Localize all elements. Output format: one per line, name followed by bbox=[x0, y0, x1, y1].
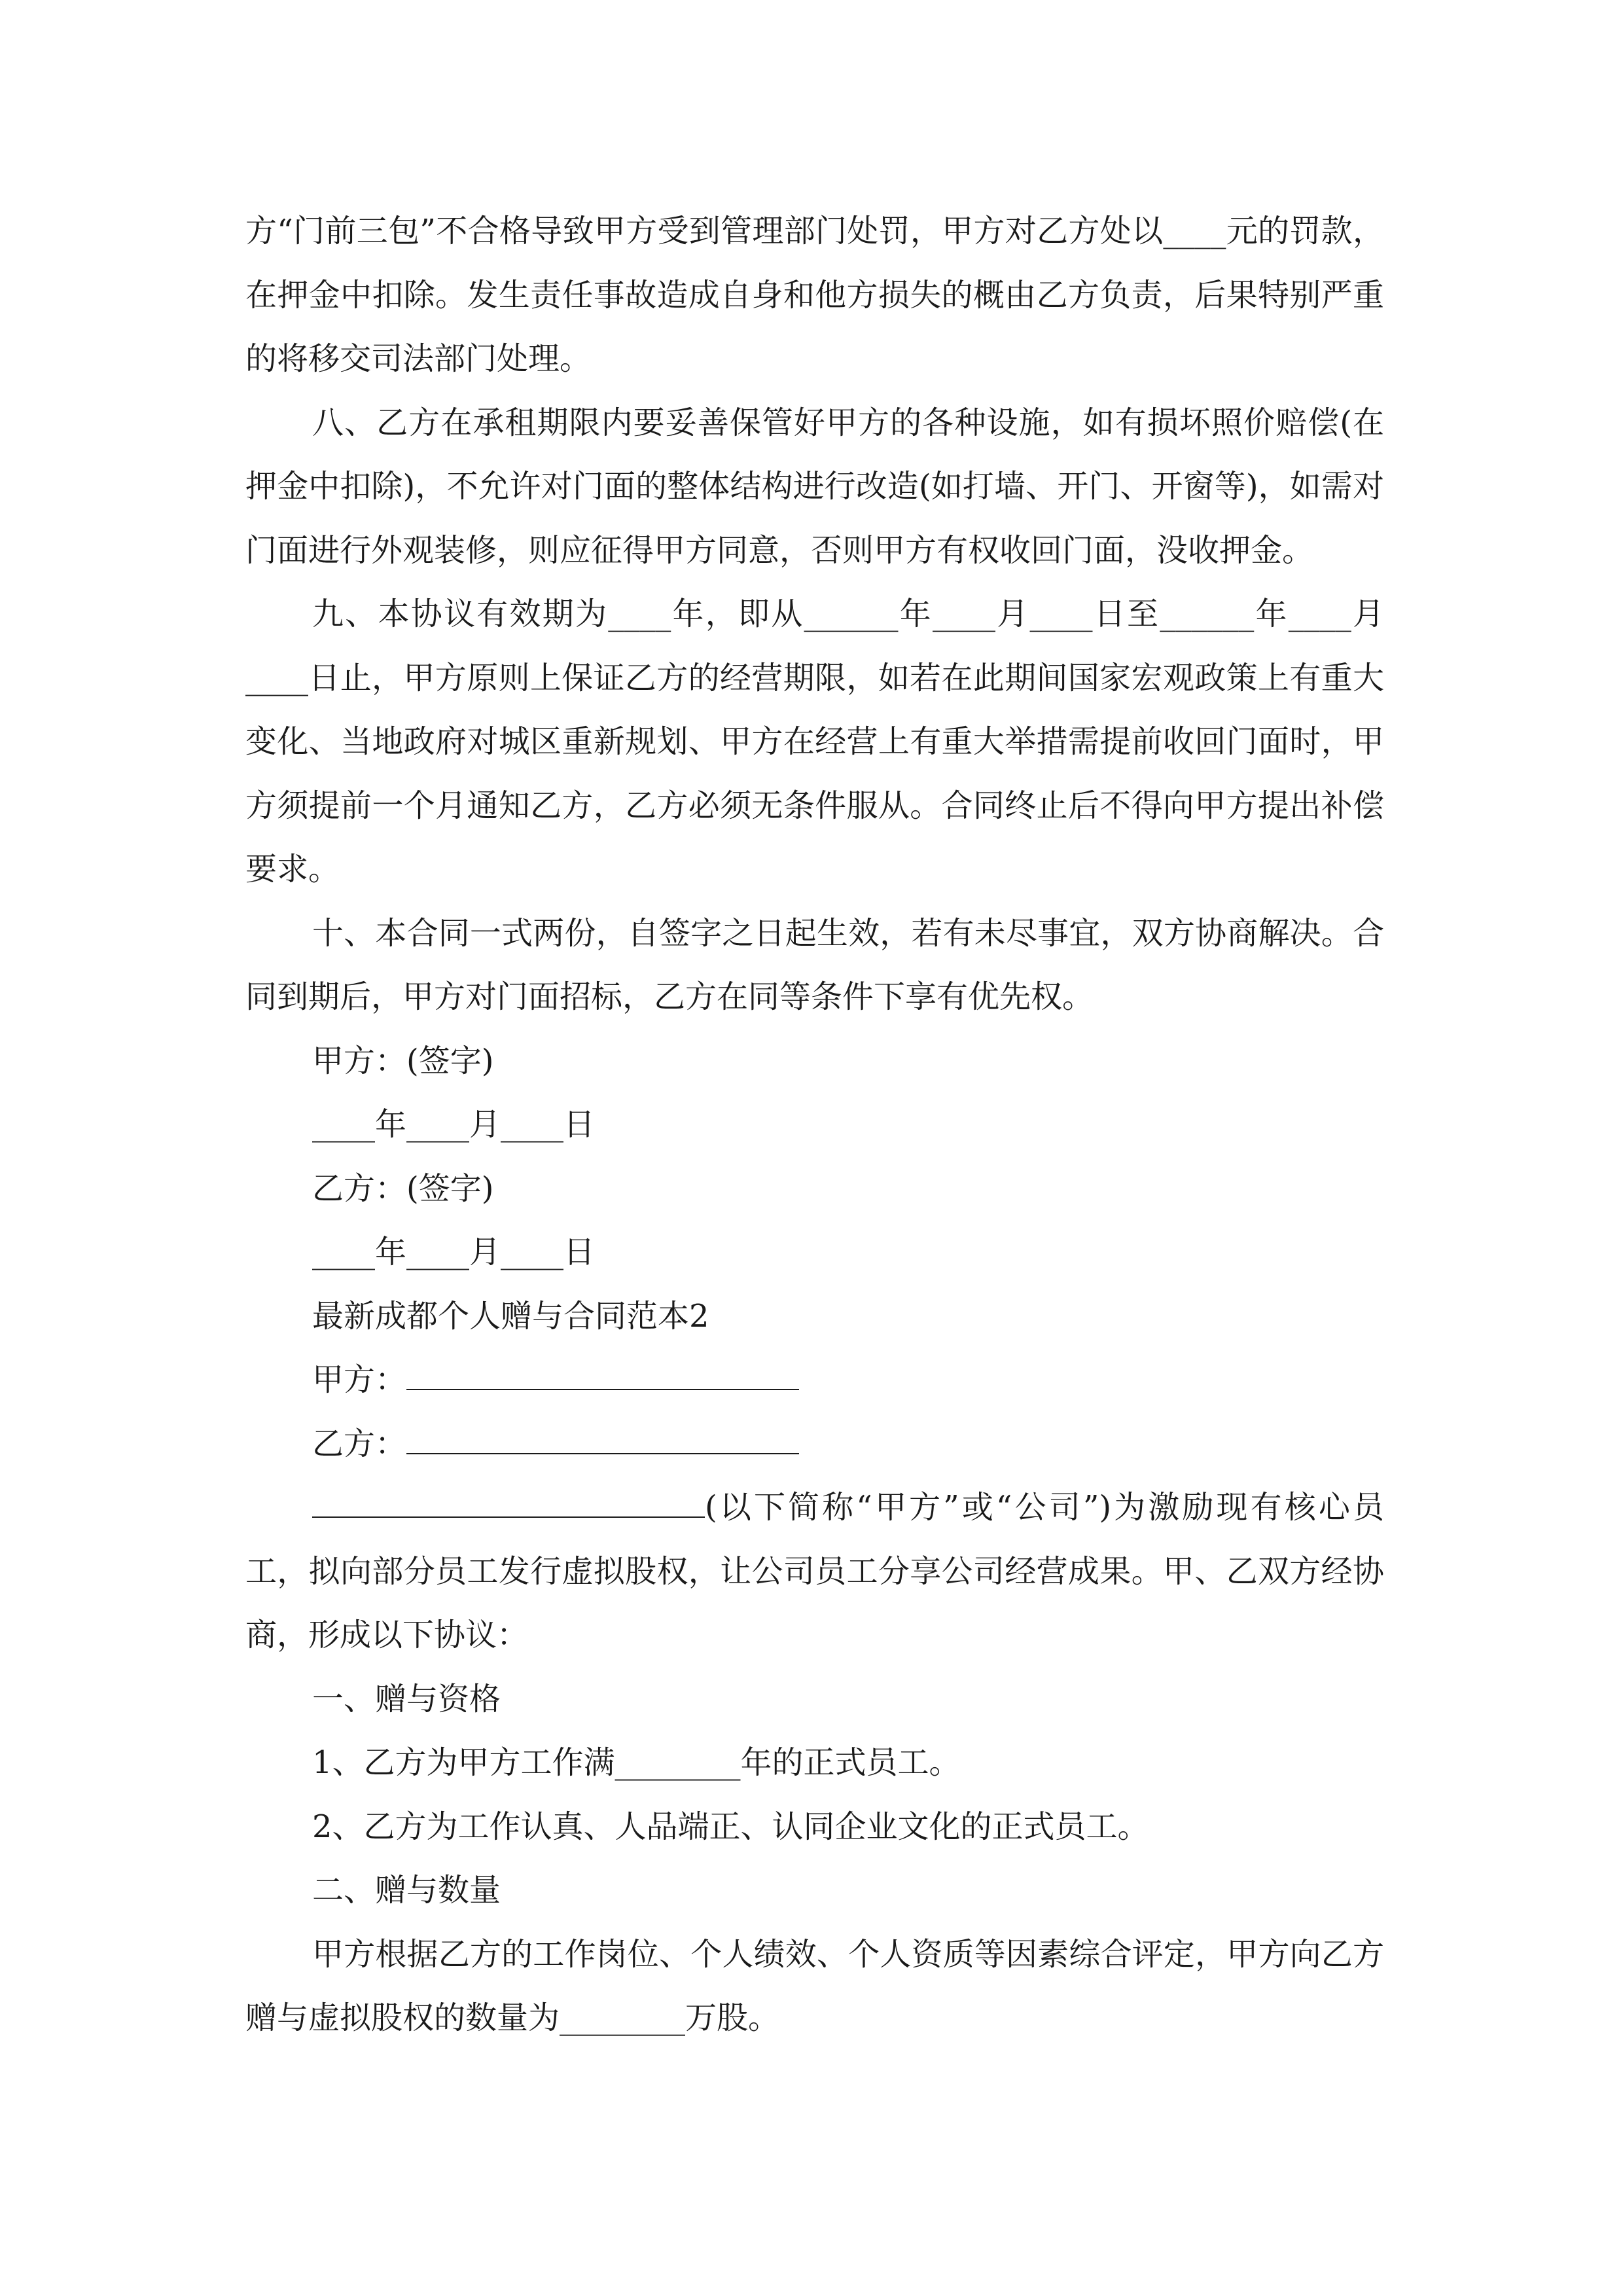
section-heading-eligibility: 一、赠与资格 bbox=[312, 1680, 501, 1717]
party-b-blank bbox=[406, 1427, 799, 1454]
eligibility-item-1: 1、乙方为甲方工作满________年的正式员工。 bbox=[312, 1744, 961, 1781]
section-heading-quantity: 二、赠与数量 bbox=[312, 1872, 501, 1909]
signature-party-a: 甲方：(签字) bbox=[312, 1042, 494, 1079]
intro-text: (以下简称“甲方”或“公司”)为激励现有核心员工，拟向部分员工发行虚拟股权，让公司员工分享公司经营成果。甲、乙双方经协商，形成以下协议： bbox=[245, 1489, 1384, 1653]
document-body bbox=[245, 200, 1384, 2051]
paragraph-penalty-continuation: 方“门前三包”不合格导致甲方受到管理部门处罚，甲方对乙方处以____元的罚款，在押金中扣除。发生责任事故造成自身和他方损失的概由乙方负责，后果特别严重的将移交司法部门处理。 bbox=[245, 213, 1384, 377]
paragraph-clause-10: 十、本合同一式两份，自签字之日起生效，若有未尽事宜，双方协商解决。合同到期后，甲方对门面招标，乙方在同等条件下享有优先权。 bbox=[245, 914, 1384, 1015]
eligibility-item-2: 2、乙方为工作认真、人品端正、认同企业文化的正式员工。 bbox=[312, 1808, 1149, 1845]
signature-date-a: ____年____月____日 bbox=[312, 1106, 596, 1143]
paragraph-clause-9: 九、本协议有效期为____年，即从______年____月____日至______年____月____日止，甲方原则上保证乙方的经营期限，如若在此期间国家宏观政策上有重大变化、当地政府对城区重新规划、甲方在经营上有重大举措需提前收回门面时，甲方须提前一个月通知乙方，乙方必须无条件服从。合同终止后不得向甲方提出补偿要求。 bbox=[245, 596, 1384, 888]
company-name-blank bbox=[312, 1490, 705, 1518]
signature-date-b: ____年____月____日 bbox=[312, 1234, 596, 1270]
party-a-label: 甲方： bbox=[312, 1361, 407, 1398]
paragraph-clause-8: 八、乙方在承租期限内要妥善保管好甲方的各种设施，如有损坏照价赔偿(在押金中扣除)，不允许对门面的整体结构进行改造(如打墙、开门、开窗等)，如需对门面进行外观装修，则应征得甲方同意，否则甲方有权收回门面，没收押金。 bbox=[245, 404, 1384, 569]
party-b-label: 乙方： bbox=[312, 1425, 407, 1462]
party-b-line bbox=[245, 1412, 1384, 1477]
contract-title-2: 最新成都个人赠与合同范本2 bbox=[312, 1297, 709, 1335]
paragraph-intro bbox=[245, 1476, 1384, 1668]
signature-party-b: 乙方：(签字) bbox=[312, 1170, 494, 1207]
paragraph-quantity: 甲方根据乙方的工作岗位、个人绩效、个人资质等因素综合评定，甲方向乙方赠与虚拟股权的数量为________万股。 bbox=[245, 1935, 1384, 2036]
party-a-blank bbox=[406, 1363, 799, 1390]
party-a-line bbox=[245, 1348, 1384, 1412]
